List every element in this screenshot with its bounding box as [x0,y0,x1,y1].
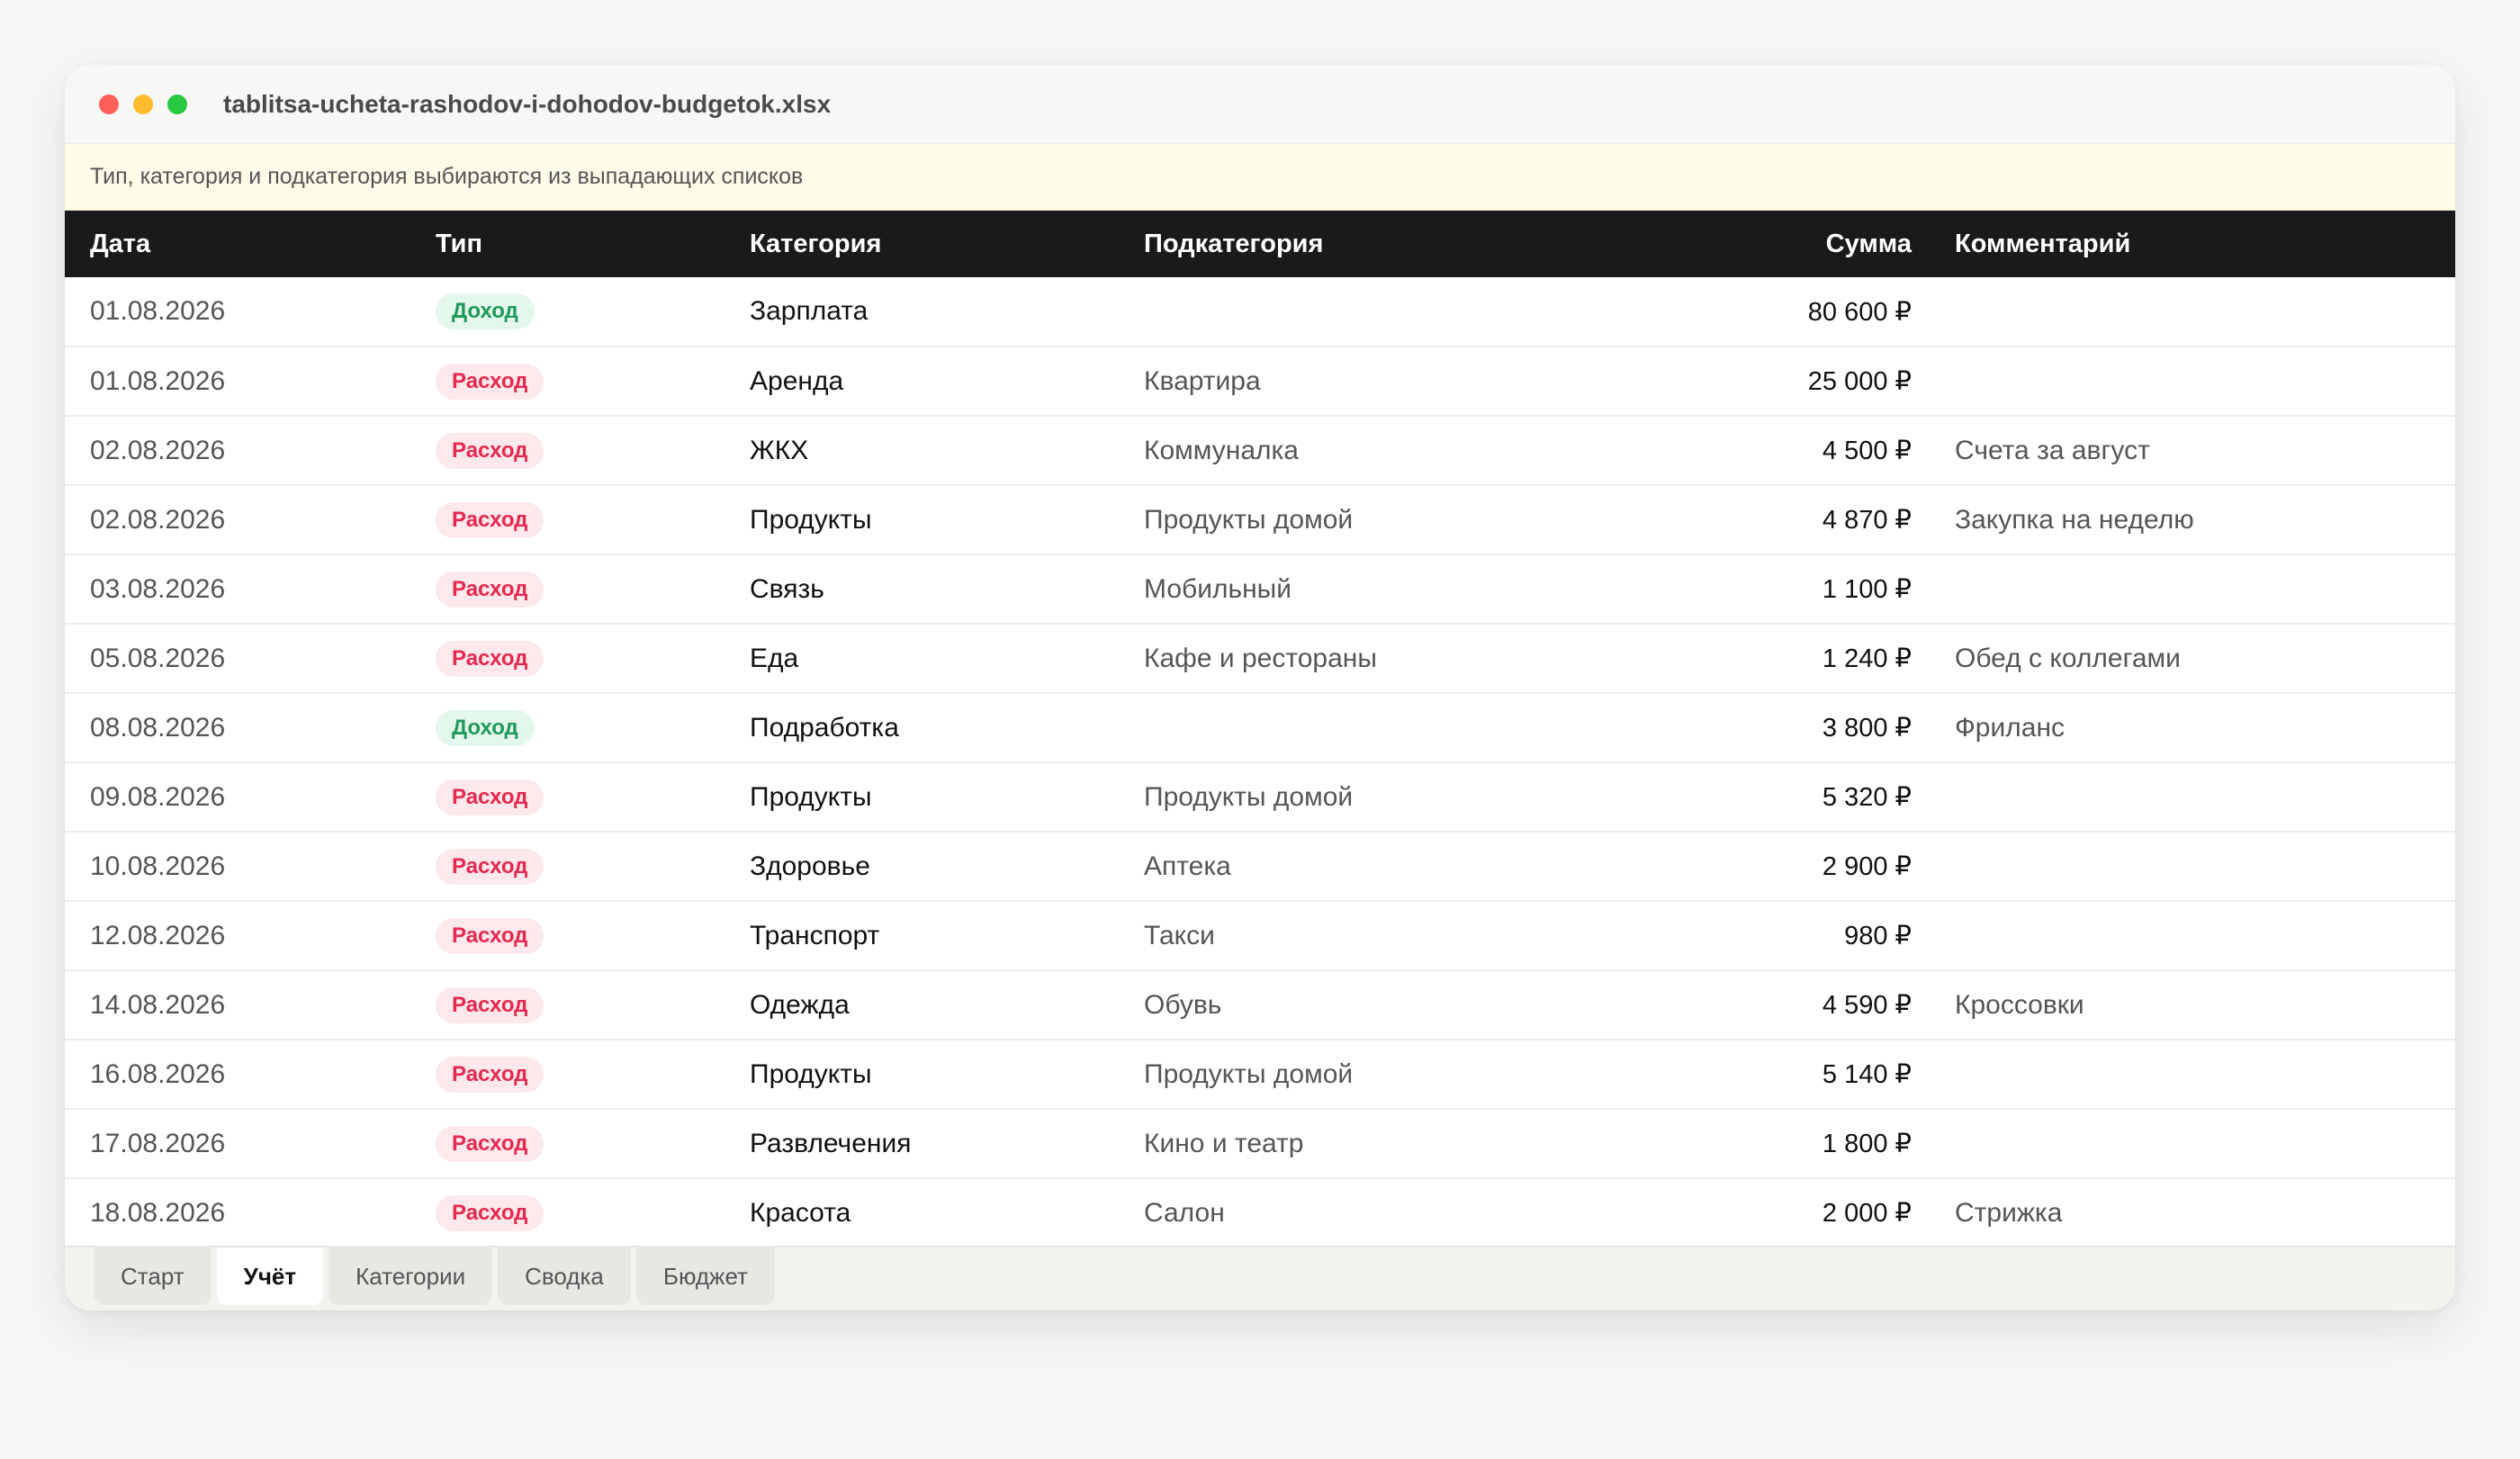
column-header-type[interactable]: Тип [436,229,482,258]
cell-amount[interactable]: 80 600 ₽ [1807,297,1912,327]
cell-category[interactable]: Еда [750,643,799,673]
type-badge: Расход [436,1126,544,1162]
file-name: tablitsa-ucheta-rashodov-i-dohodov-budgetok.xlsx [223,89,832,118]
cell-type[interactable] [410,832,724,901]
cell-amount[interactable]: 980 ₽ [1844,922,1912,950]
cell-amount[interactable]: 4 500 ₽ [1822,437,1912,465]
cell-comment[interactable]: Обед с коллегами [1955,643,2181,673]
cell-subcategory[interactable]: Салон [1144,1197,1225,1228]
table-row[interactable] [65,416,2455,485]
table-row[interactable] [65,554,2455,624]
cell-date[interactable]: 09.08.2026 [90,781,226,812]
table-row[interactable] [65,901,2455,970]
cell-date[interactable]: 03.08.2026 [90,573,226,604]
type-badge: Расход [436,1195,544,1231]
cell-comment[interactable]: Закупка на неделю [1955,504,2194,535]
cell-type[interactable] [410,1040,724,1109]
table-row[interactable] [65,1178,2455,1247]
sheet-tab[interactable]: Бюджет [636,1247,775,1305]
cell-subcategory[interactable]: Коммуналка [1144,435,1299,465]
cell-amount[interactable]: 5 140 ₽ [1822,1060,1912,1089]
cell-amount[interactable]: 4 590 ₽ [1822,991,1912,1020]
cell-category[interactable]: Одежда [750,989,850,1020]
cell-comment[interactable] [1930,554,2455,624]
cell-subcategory[interactable] [1119,693,1586,762]
cell-type[interactable] [410,1178,724,1247]
cell-subcategory[interactable]: Продукты домой [1144,781,1354,812]
type-badge: Расход [436,1057,544,1093]
cell-amount[interactable]: 25 000 ₽ [1807,367,1912,396]
column-header-date[interactable]: Дата [90,229,151,258]
cell-amount[interactable]: 2 900 ₽ [1822,852,1912,881]
transactions-table [65,211,2455,1248]
cell-type[interactable] [410,1109,724,1178]
sheet-tab[interactable]: Сводка [498,1247,631,1305]
cell-subcategory[interactable]: Кафе и рестораны [1144,643,1377,673]
cell-amount[interactable]: 3 800 ₽ [1822,714,1912,743]
cell-amount[interactable]: 2 000 ₽ [1822,1199,1912,1228]
spreadsheet-window [65,65,2455,1310]
cell-date[interactable]: 01.08.2026 [90,296,226,326]
cell-subcategory[interactable]: Продукты домой [1144,1058,1354,1089]
cell-category[interactable]: Подработка [750,712,899,743]
type-badge: Расход [436,364,544,400]
cell-category[interactable]: Продукты [750,504,872,535]
cell-category[interactable]: Красота [750,1197,851,1228]
table-row[interactable] [65,624,2455,693]
cell-category[interactable]: Продукты [750,781,872,812]
cell-type[interactable] [410,693,724,762]
cell-type[interactable] [410,901,724,970]
sheet-tab-bar [65,1246,2455,1310]
column-header-amount[interactable]: Сумма [1825,229,1912,258]
cell-type[interactable] [410,277,724,347]
type-badge: Расход [436,918,544,954]
table-row[interactable] [65,1109,2455,1178]
sheet-tab[interactable]: Категории [328,1247,492,1305]
cell-date[interactable]: 17.08.2026 [90,1128,226,1158]
cell-date[interactable]: 10.08.2026 [90,851,226,881]
maximize-window-button[interactable] [167,95,187,114]
type-badge: Расход [436,849,544,885]
cell-comment[interactable] [1930,277,2455,347]
cell-comment[interactable] [1930,762,2455,832]
column-header-comment[interactable]: Комментарий [1955,229,2131,258]
type-badge: Расход [436,987,544,1023]
cell-date[interactable]: 02.08.2026 [90,435,226,465]
cell-subcategory[interactable]: Квартира [1144,365,1261,396]
cell-category[interactable]: Здоровье [750,851,870,881]
cell-comment[interactable] [1930,832,2455,901]
cell-type[interactable] [410,970,724,1040]
table-row[interactable] [65,762,2455,832]
type-badge: Расход [436,433,544,469]
cell-subcategory[interactable]: Аптека [1144,851,1231,881]
table-row[interactable] [65,1040,2455,1109]
cell-date[interactable]: 05.08.2026 [90,643,226,673]
cell-amount[interactable]: 1 240 ₽ [1822,644,1912,673]
hint-banner: Тип, категория и подкатегория выбираются из выпадающих списков [65,144,2455,211]
cell-type[interactable] [410,624,724,693]
cell-category[interactable]: Продукты [750,1058,872,1089]
title-bar [65,65,2455,144]
type-badge: Расход [436,641,544,677]
cell-date[interactable]: 12.08.2026 [90,920,226,950]
cell-date[interactable]: 01.08.2026 [90,365,226,396]
cell-date[interactable]: 18.08.2026 [90,1197,226,1228]
cell-date[interactable]: 14.08.2026 [90,989,226,1020]
cell-type[interactable] [410,762,724,832]
cell-category[interactable]: Развлечения [750,1128,912,1158]
cell-comment[interactable]: Счета за август [1955,435,2150,465]
cell-amount[interactable]: 4 870 ₽ [1822,506,1912,535]
cell-date[interactable]: 02.08.2026 [90,504,226,535]
column-header-subcategory[interactable]: Подкатегория [1144,229,1324,258]
sheet-tab[interactable]: Учёт [217,1247,323,1305]
cell-type[interactable] [410,554,724,624]
cell-category[interactable]: ЖКХ [750,435,809,465]
cell-comment[interactable]: Кроссовки [1955,989,2084,1020]
type-badge: Расход [436,502,544,538]
table-row[interactable] [65,832,2455,901]
table-header-row [65,211,2455,277]
sheet-tab[interactable]: Старт [94,1247,212,1305]
cell-type[interactable] [410,347,724,416]
column-header-category[interactable]: Категория [750,229,882,258]
cell-date[interactable]: 16.08.2026 [90,1058,226,1089]
table-row[interactable] [65,970,2455,1040]
cell-type[interactable] [410,416,724,485]
type-badge: Доход [436,293,535,329]
table-row[interactable] [65,485,2455,554]
cell-comment[interactable]: Стрижка [1955,1197,2063,1228]
cell-comment[interactable] [1930,347,2455,416]
cell-comment[interactable]: Фриланс [1955,712,2066,743]
cell-amount[interactable]: 5 320 ₽ [1822,783,1912,812]
type-badge: Доход [436,710,535,746]
table-row[interactable] [65,347,2455,416]
cell-type[interactable] [410,485,724,554]
cell-comment[interactable] [1930,901,2455,970]
cell-subcategory[interactable]: Такси [1144,920,1215,950]
cell-category[interactable]: Связь [750,573,824,604]
cell-amount[interactable]: 1 800 ₽ [1822,1130,1912,1158]
cell-category[interactable]: Транспорт [750,920,880,950]
cell-date[interactable]: 08.08.2026 [90,712,226,743]
cell-subcategory[interactable] [1119,277,1586,347]
cell-comment[interactable] [1930,1109,2455,1178]
cell-amount[interactable]: 1 100 ₽ [1822,575,1912,604]
cell-comment[interactable] [1930,1040,2455,1109]
cell-subcategory[interactable]: Мобильный [1144,573,1292,604]
table-row[interactable] [65,277,2455,347]
type-badge: Расход [436,779,544,815]
cell-subcategory[interactable]: Обувь [1144,989,1222,1020]
type-badge: Расход [436,572,544,608]
table-row[interactable] [65,693,2455,762]
cell-subcategory[interactable]: Продукты домой [1144,504,1354,535]
minimize-window-button[interactable] [133,95,153,114]
cell-category[interactable]: Зарплата [750,296,868,326]
close-window-button[interactable] [99,95,119,114]
cell-category[interactable]: Аренда [750,365,844,396]
cell-subcategory[interactable]: Кино и театр [1144,1128,1304,1158]
